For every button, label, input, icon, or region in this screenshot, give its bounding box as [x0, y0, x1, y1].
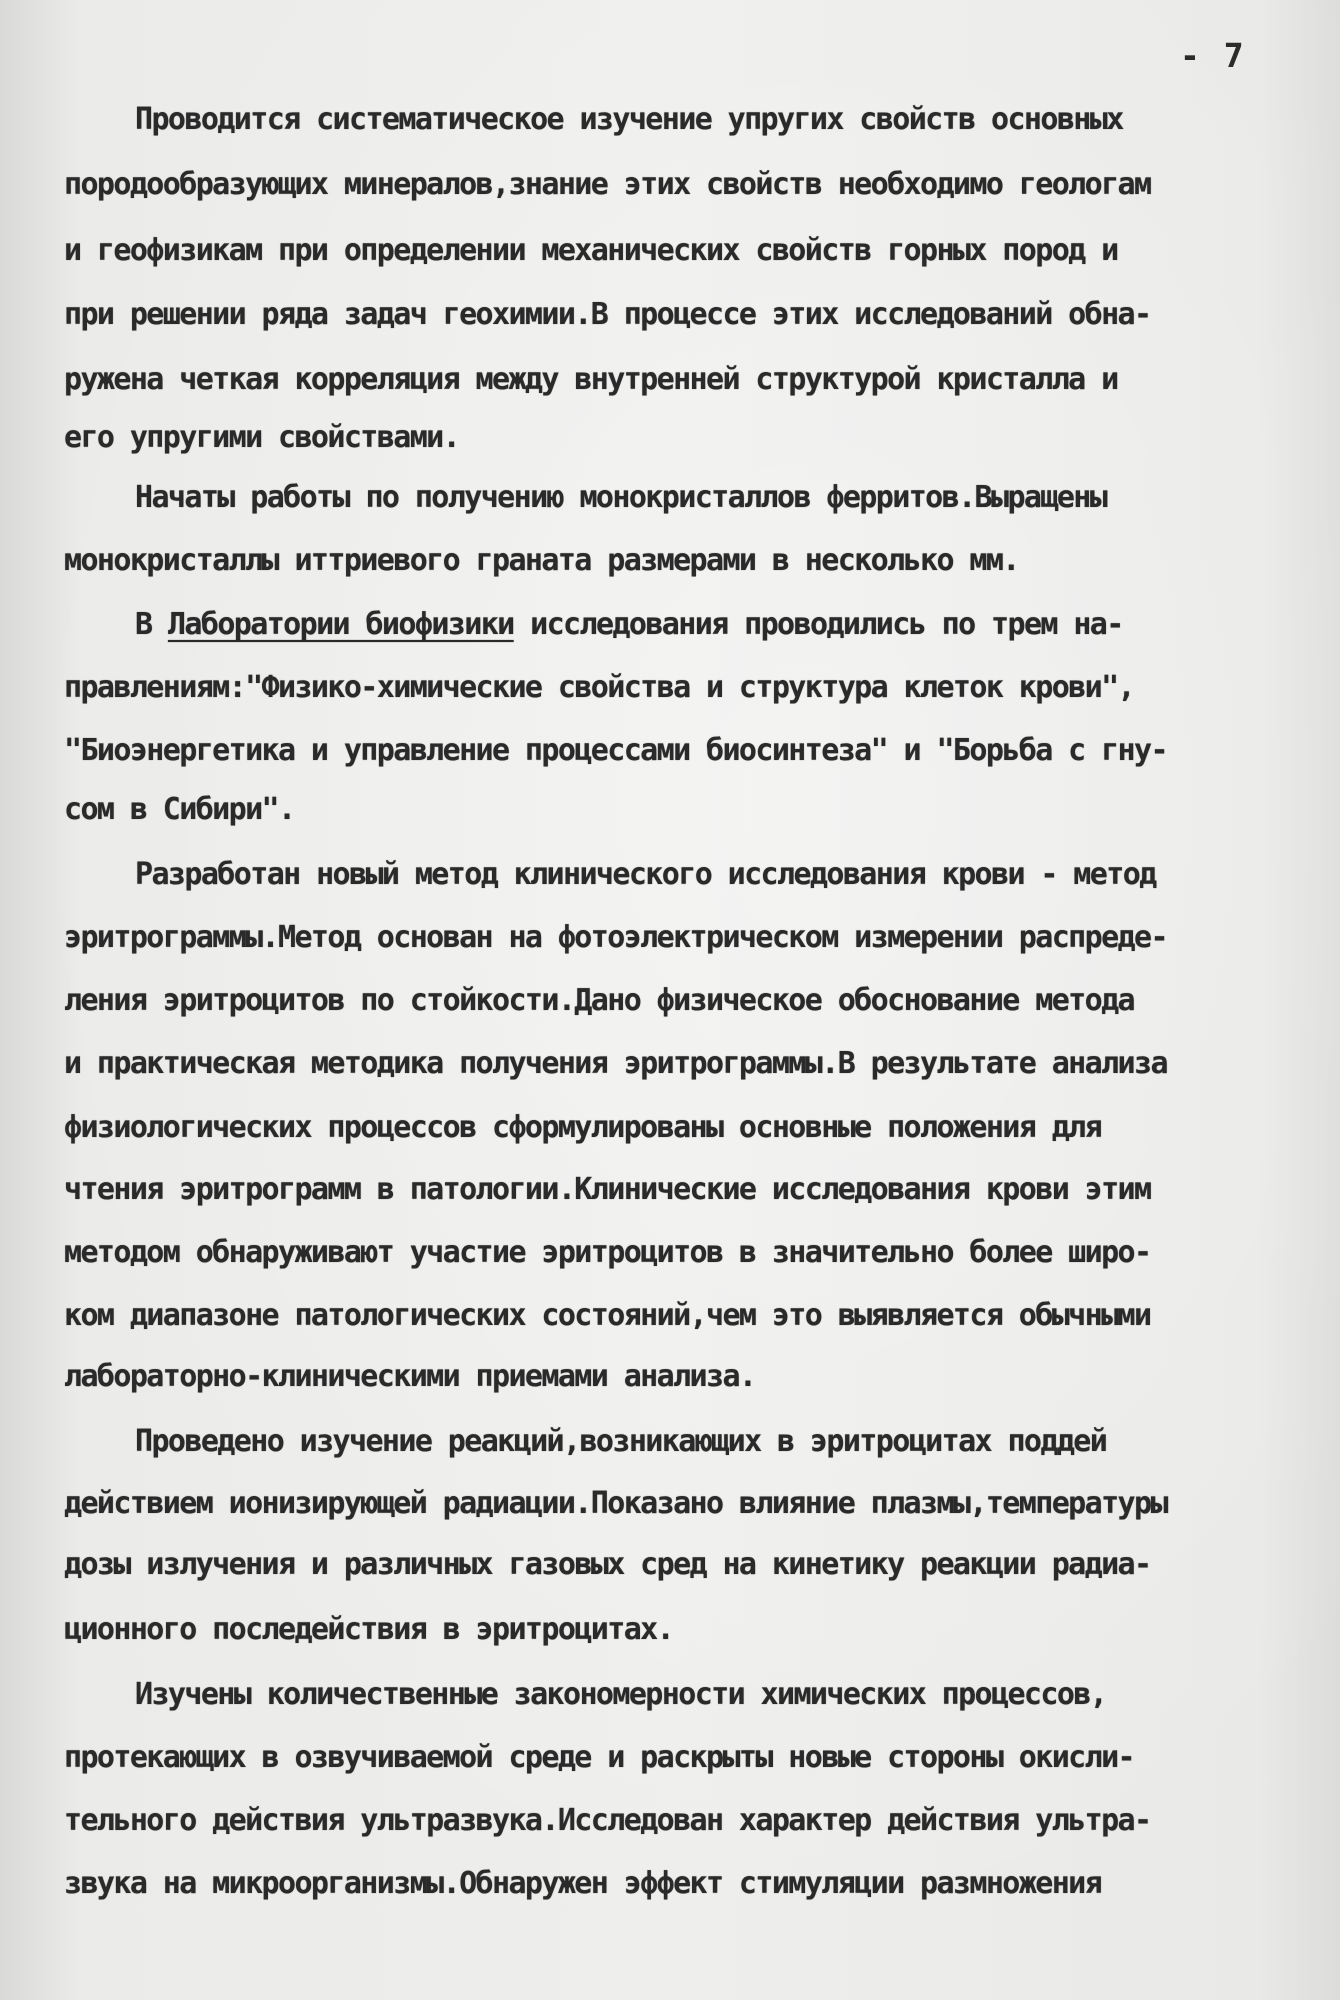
text-line: методом обнаруживают участие эритроцитов в значительно более широ- — [64, 1235, 1151, 1270]
text-line-suffix: исследования проводились по трем на- — [513, 607, 1123, 642]
text-line: эритрограммы.Метод основан на фотоэлектрическом измерении распреде- — [64, 920, 1167, 955]
text-line: звука на микроорганизмы.Обнаружен эффект стимуляции размножения — [64, 1866, 1102, 1901]
text-line: ком диапазоне патологических состояний,чем это выявляется обычными — [64, 1298, 1151, 1333]
text-line: протекающих в озвучиваемой среде и раскрыты новые стороны окисли- — [64, 1740, 1134, 1775]
text-line: действием ионизирующей радиации.Показано влияние плазмы,температуры — [64, 1486, 1167, 1521]
text-line: ления эритроцитов по стойкости.Дано физическое обоснование метода — [64, 983, 1134, 1018]
text-line: породообразующих минералов,знание этих свойств необходимо геологам — [64, 167, 1151, 202]
text-line: "Биоэнергетика и управление процессами биосинтеза" и "Борьба с гну- — [64, 733, 1167, 768]
text-line: тельного действия ультразвука.Исследован характер действия ультра- — [64, 1803, 1151, 1838]
text-line: лабораторно-клиническими приемами анализа. — [64, 1359, 756, 1394]
page-number: - 7 — [1180, 36, 1246, 75]
text-line: Начаты работы по получению монокристаллов ферритов.Выращены — [135, 480, 1107, 515]
text-line: и практическая методика получения эритрограммы.В результате анализа — [64, 1046, 1167, 1081]
text-line: Проводится систематическое изучение упругих свойств основных — [135, 102, 1123, 137]
text-line: Изучены количественные закономерности химических процессов, — [135, 1677, 1107, 1712]
text-line: Проведено изучение реакций,возникающих в эритроцитах поддей — [135, 1424, 1107, 1459]
text-line: его упругими свойствами. — [64, 420, 460, 455]
text-line: ционного последействия в эритроцитах. — [64, 1612, 674, 1647]
text-line: ружена четкая корреляция между внутренней структурой кристалла и — [64, 362, 1118, 397]
text-line: и геофизикам при определении механических свойств горных пород и — [64, 233, 1118, 268]
lab-name-underlined: Лаборатории биофизики — [167, 607, 514, 642]
text-line: дозы излучения и различных газовых сред на кинетику реакции радиа- — [64, 1547, 1151, 1582]
text-line — [135, 607, 1123, 642]
text-line: сом в Сибири". — [64, 792, 295, 827]
text-line: Разработан новый метод клинического исследования крови - метод — [135, 857, 1156, 892]
text-line: чтения эритрограмм в патологии.Клинические исследования крови этим — [64, 1172, 1151, 1207]
text-line: при решении ряда задач геохимии.В процессе этих исследований обна- — [64, 297, 1151, 332]
text-line: физиологических процессов сформулированы основные положения для — [64, 1110, 1102, 1145]
text-line: монокристаллы иттриевого граната размерами в несколько мм. — [64, 543, 1019, 578]
text-line: правлениям:"Физико-химические свойства и структура клеток крови", — [64, 670, 1134, 705]
text-line-prefix: В — [135, 607, 168, 642]
